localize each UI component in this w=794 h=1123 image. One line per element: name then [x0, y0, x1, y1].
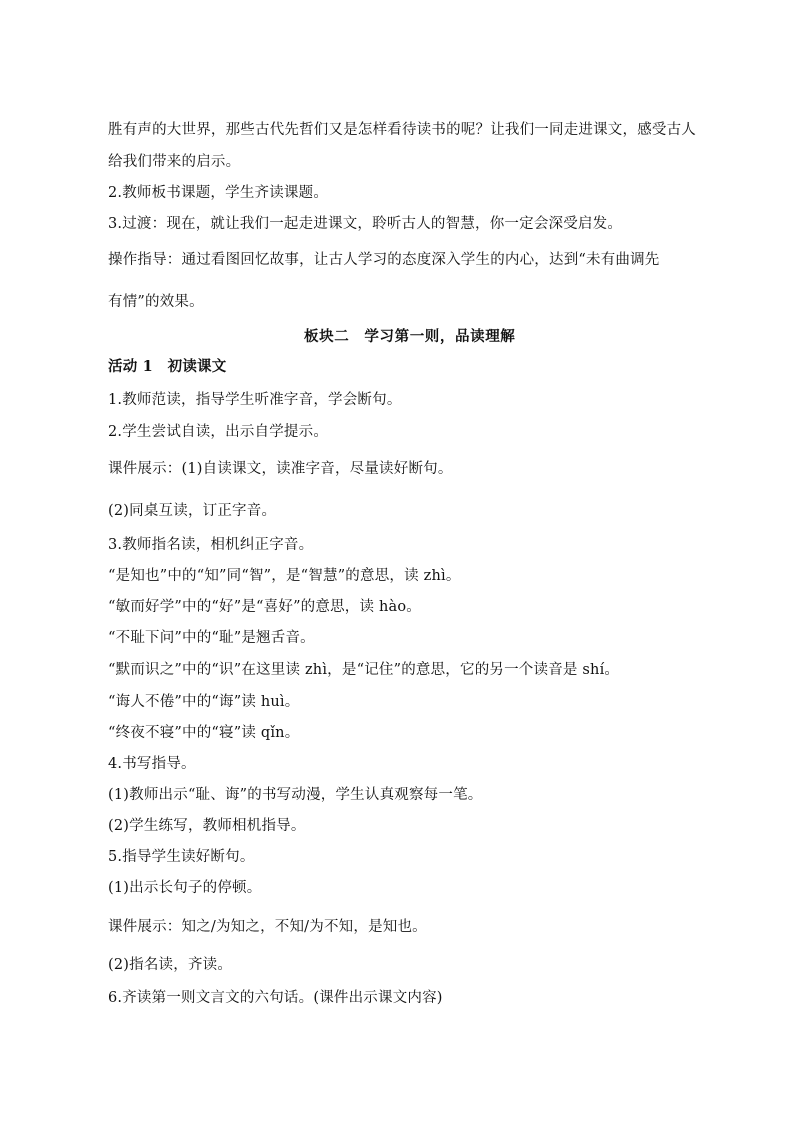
section-title: 板块二 学习第一则，品读理解 — [304, 328, 516, 345]
item-4: 4.书写指导。 — [108, 756, 196, 772]
courseware-1: 课件展示：(1)自读课文，读准字音，尽量读好断句。 — [108, 461, 453, 477]
pronunciation-note-6: “终夜不寝”中的“寝”读 qǐn。 — [108, 725, 300, 741]
item-5a: (1)出示长句子的停顿。 — [108, 880, 262, 896]
pronunciation-note-3: “不耻下问”中的“耻”是翘舌音。 — [108, 630, 315, 646]
guide-line-2: 有情”的效果。 — [108, 294, 204, 310]
guide-line-1: 操作指导：通过看图回忆故事，让古人学习的态度深入学生的内心，达到“未有曲调先 — [108, 252, 660, 268]
item-2: 2.学生尝试自读，出示自学提示。 — [108, 424, 329, 440]
intro-line-1: 胜有声的大世界，那些古代先哲们又是怎样看待读书的呢？让我们一同走进课文，感受古人 — [108, 122, 696, 138]
step-3: 3.过渡：现在，就让我们一起走进课文，聆听古人的智慧，你一定会深受启发。 — [108, 216, 623, 232]
item-4b: (2)学生练写，教师相机指导。 — [108, 818, 306, 834]
courseware-1b: (2)同桌互读，订正字音。 — [108, 503, 277, 519]
pronunciation-note-4: “默而识之”中的“识”在这里读 zhì，是“记住”的意思，它的另一个读音是 shí。 — [108, 662, 620, 678]
item-4a: (1)教师出示“耻、诲”的书写动漫，学生认真观察每一笔。 — [108, 787, 483, 803]
pronunciation-note-5: “诲人不倦”中的“诲”读 huì。 — [108, 694, 300, 710]
intro-line-2: 给我们带来的启示。 — [108, 154, 241, 170]
item-6: 6.齐读第一则文言文的六句话。(课件出示课文内容) — [108, 990, 443, 1006]
activity-1-title: 活动 1 初读课文 — [108, 358, 227, 375]
item-1: 1.教师范读，指导学生听准字音，学会断句。 — [108, 392, 402, 408]
courseware-2: 课件展示：知之/为知之，不知/为不知，是知也。 — [108, 919, 427, 935]
item-5b: (2)指名读，齐读。 — [108, 957, 233, 973]
step-2: 2.教师板书课题，学生齐读课题。 — [108, 185, 329, 201]
item-5: 5.指导学生读好断句。 — [108, 849, 255, 865]
pronunciation-note-2: “敏而好学”中的“好”是“喜好”的意思，读 hào。 — [108, 599, 421, 615]
pronunciation-note-1: “是知也”中的“知”同“智”，是“智慧”的意思，读 zhì。 — [108, 568, 461, 584]
item-3: 3.教师指名读，相机纠正字音。 — [108, 537, 314, 553]
